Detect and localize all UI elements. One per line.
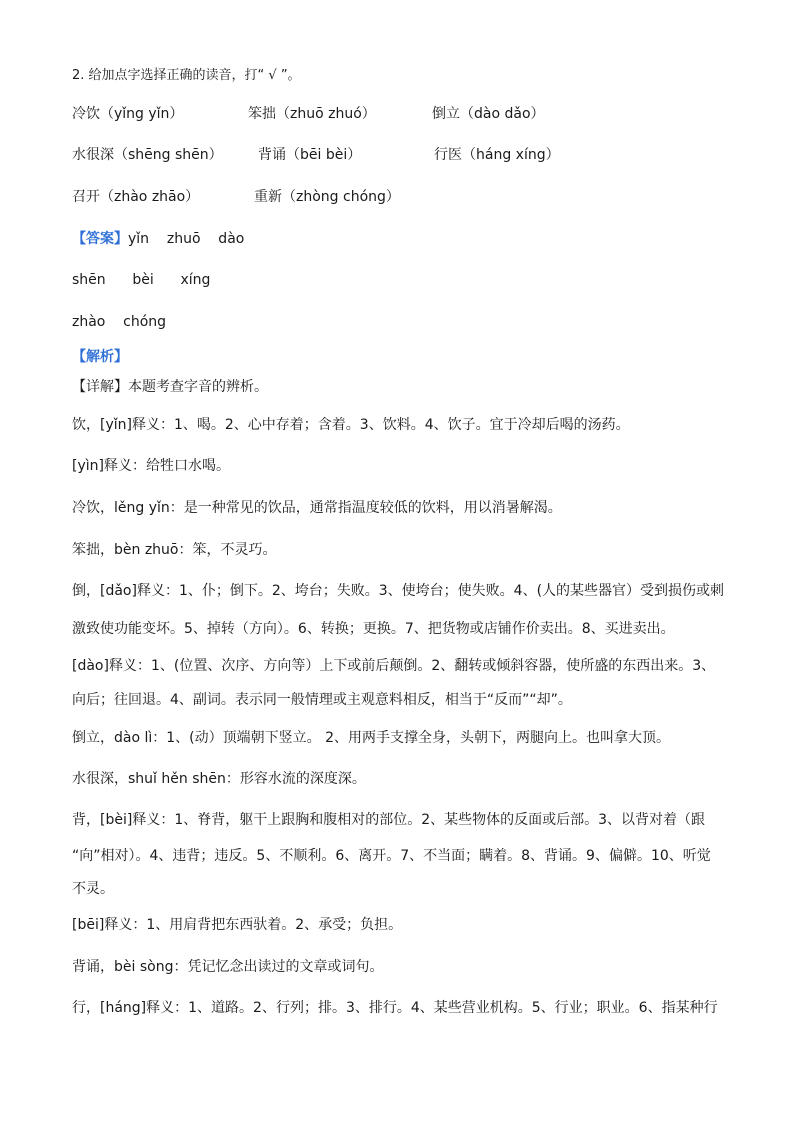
option-xingyi: 行医（háng xíng） <box>434 147 560 163</box>
answer-line-1 <box>72 229 244 249</box>
paragraph-daoli: 倒立，dào lì：1、(动）顶端朝下竖立。 2、用两手支撑全身，头朝下，两腿向上。也叫拿大顶。 <box>72 730 670 746</box>
paragraph-dao4-a: [dào]释义：1、(位置、次序、方向等）上下或前后颠倒。2、翻转或倾斜容器，使所盛的东西出来。3、 <box>72 658 716 674</box>
answer-line-3: zhào chóng <box>72 314 167 330</box>
detail-tag: 【详解】 <box>72 379 128 395</box>
detail-intro: 本题考查字音的辨析。 <box>128 379 268 395</box>
paragraph-yin-4: [yìn]释义：给牲口水喝。 <box>72 458 230 474</box>
paragraph-bei4-c: 不灵。 <box>72 881 114 897</box>
paragraph-bei4-b: “向”相对）。4、违背；违反。5、不顺利。6、离开。7、不当面；瞒着。8、背诵。9、偏僻。10、听觉 <box>72 848 711 864</box>
answer-tag: 【答案】 <box>72 231 128 247</box>
option-shuihenshen: 水很深（shēng shēn） <box>72 147 223 163</box>
paragraph-lengyin: 冷饮，lěng yǐn：是一种常见的饮品，通常指温度较低的饮料，用以消暑解渴。 <box>72 500 562 516</box>
paragraph-benzhuo: 笨拙，bèn zhuō：笨，不灵巧。 <box>72 542 277 558</box>
paragraph-dao4-b: 向后；往回退。4、副词。表示同一般情理或主观意料相反，相当于“反而”“却”。 <box>72 692 572 708</box>
answer-text-1: yǐn zhuō dào <box>128 231 245 247</box>
paragraph-bei4-a: 背，[bèi]释义：1、脊背，躯干上跟胸和腹相对的部位。2、某些物体的反面或后部。3、以背对着（跟 <box>72 812 706 828</box>
paragraph-shuihenshen: 水很深，shuǐ hěn shēn：形容水流的深度深。 <box>72 771 366 787</box>
answer-line-2: shēn bèi xíng <box>72 272 211 288</box>
option-zhaokai: 召开（zhào zhāo） <box>72 189 200 205</box>
detail-line <box>72 377 268 397</box>
option-chongxin: 重新（zhòng chóng） <box>254 189 400 205</box>
paragraph-hang: 行，[háng]释义：1、道路。2、行列；排。3、排行。4、某些营业机构。5、行业；职业。6、指某种行 <box>72 1000 718 1016</box>
option-daoli: 倒立（dào dǎo） <box>432 106 545 122</box>
paragraph-dao3-b: 激致使功能变坏。5、掉转（方向）。6、转换；更换。7、把货物或店铺作价卖出。8、买进卖出。 <box>72 621 675 637</box>
paragraph-dao3-a: 倒，[dǎo]释义：1、仆；倒下。2、垮台；失败。3、使垮台；使失败。4、(人的某些器官）受到损伤或刺 <box>72 583 725 599</box>
option-beisong: 背诵（bēi bèi） <box>258 147 362 163</box>
option-lengyin: 冷饮（yǐng yǐn） <box>72 106 184 122</box>
paragraph-yin: 饮，[yǐn]释义：1、喝。2、心中存着；含着。3、饮料。4、饮子。宜于冷却后喝的汤药。 <box>72 417 630 433</box>
analysis-tag: 【解析】 <box>72 349 128 365</box>
question-title: 2. 给加点字选择正确的读音，打“ √ ”。 <box>72 68 301 83</box>
paragraph-bei1: [bēi]释义：1、用肩背把东西驮着。2、承受；负担。 <box>72 917 403 933</box>
option-benzhuo: 笨拙（zhuō zhuó） <box>248 106 376 122</box>
paragraph-beisong: 背诵，bèi sòng：凭记忆念出读过的文章或词句。 <box>72 959 384 975</box>
